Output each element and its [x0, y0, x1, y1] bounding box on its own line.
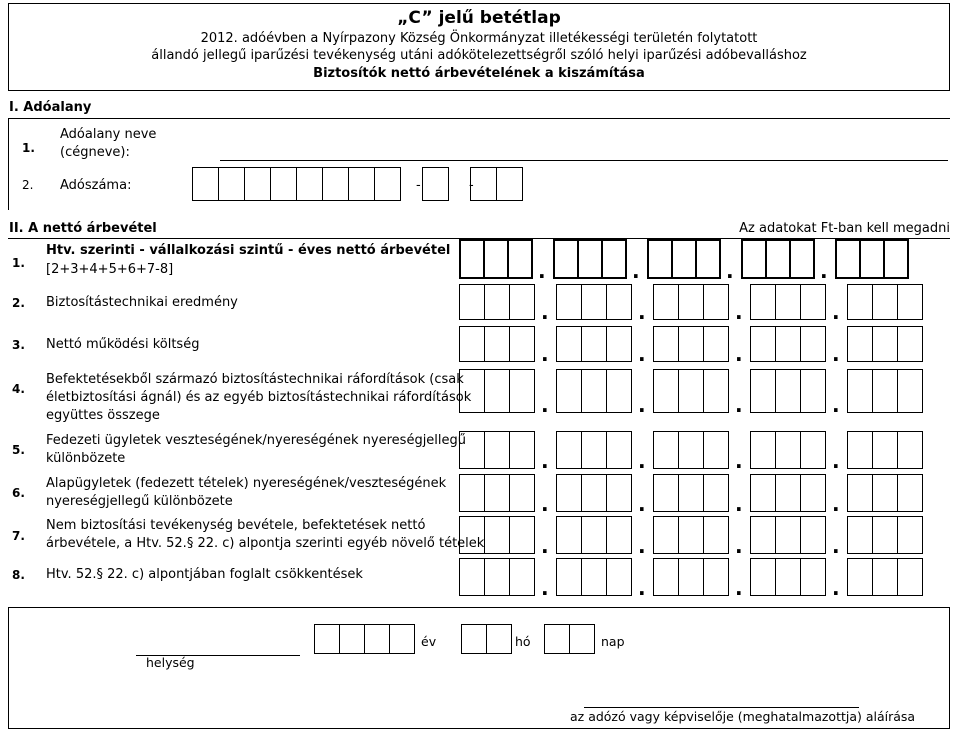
row-label: Alapügyletek (fedezett tételek) nyereségének/veszteségének nyereségjellegű különbözete	[46, 476, 447, 509]
digit-cell[interactable]	[872, 558, 898, 596]
digit-cell[interactable]	[750, 326, 776, 362]
thousand-separator-gap	[534, 326, 556, 366]
thousand-separator-dot: .	[541, 492, 549, 516]
digit-cell[interactable]	[897, 431, 923, 469]
digit-cell[interactable]	[509, 431, 535, 469]
digit-cell[interactable]	[775, 558, 801, 596]
digit-cell[interactable]	[606, 516, 632, 554]
thousand-separator-gap	[534, 284, 556, 324]
tax-number-label: Adószáma:	[60, 178, 132, 193]
net-revenue-label: Htv. szerinti - vállalkozási szintű - éves nettó árbevétel	[46, 243, 451, 258]
digit-cell[interactable]	[678, 369, 704, 413]
digit-cell[interactable]	[577, 239, 603, 279]
digit-cell[interactable]	[897, 516, 923, 554]
digit-cell[interactable]	[581, 369, 607, 413]
thousand-separator-dot: .	[832, 534, 840, 558]
digit-cell[interactable]	[653, 326, 679, 362]
thousand-separator-dot: .	[541, 342, 549, 366]
digit-cell[interactable]	[509, 369, 535, 413]
thousand-separator-gap	[534, 558, 556, 600]
thousand-separator-gap	[531, 239, 553, 283]
digit-cell[interactable]	[556, 516, 582, 554]
digit-cell[interactable]	[847, 558, 873, 596]
digit-cell[interactable]	[647, 239, 673, 279]
section-1-title: I. Adóalany	[9, 100, 92, 115]
digit-cell[interactable]	[653, 431, 679, 469]
thousand-separator-dot: .	[538, 259, 546, 283]
digit-cell[interactable]	[847, 369, 873, 413]
digit-cell[interactable]	[847, 474, 873, 512]
digit-cell[interactable]	[374, 167, 401, 201]
digit-cell[interactable]	[461, 624, 487, 654]
header-line-1: 2012. adóévben a Nyírpazony Község Önkormányzat illetékességi területén folytatott	[200, 31, 758, 46]
thousand-separator-dot: .	[820, 259, 828, 283]
thousand-separator-dot: .	[541, 393, 549, 417]
digit-cell[interactable]	[581, 558, 607, 596]
digit-cell[interactable]	[606, 369, 632, 413]
thousand-separator-dot: .	[541, 534, 549, 558]
header-box	[8, 3, 950, 91]
digit-cell[interactable]	[897, 284, 923, 320]
digit-cell[interactable]	[653, 369, 679, 413]
digit-cell[interactable]	[897, 558, 923, 596]
thousand-separator-gap	[825, 431, 847, 473]
digit-cell[interactable]	[671, 239, 697, 279]
digit-cell[interactable]	[872, 369, 898, 413]
digit-cell[interactable]	[703, 369, 729, 413]
digit-cell[interactable]	[800, 431, 826, 469]
digit-cell[interactable]	[606, 558, 632, 596]
digit-cell[interactable]	[872, 474, 898, 512]
digit-cell[interactable]	[507, 239, 533, 279]
thousand-separator-dot: .	[541, 300, 549, 324]
digit-cell[interactable]	[750, 431, 776, 469]
digit-cell[interactable]	[678, 474, 704, 512]
row-number: 2.	[22, 178, 34, 192]
digit-cell[interactable]	[897, 326, 923, 362]
thousand-separator-gap	[825, 474, 847, 516]
thousand-separator-dot: .	[638, 492, 646, 516]
thousand-separator-dot: .	[735, 300, 743, 324]
digit-cell[interactable]	[703, 284, 729, 320]
digit-cell[interactable]	[775, 369, 801, 413]
section-2-title: II. A nettó árbevétel	[9, 221, 157, 236]
digit-cell[interactable]	[847, 284, 873, 320]
digit-cell[interactable]	[883, 239, 909, 279]
year-label: év	[421, 634, 437, 649]
digit-cell[interactable]	[509, 284, 535, 320]
digit-cell[interactable]	[296, 167, 323, 201]
digit-cell[interactable]	[322, 167, 349, 201]
row-number: 1.	[12, 256, 25, 270]
digit-cell[interactable]	[653, 558, 679, 596]
thousand-separator-gap	[825, 284, 847, 324]
thousand-separator-gap	[631, 431, 653, 473]
amount-field[interactable]	[459, 326, 922, 366]
signature-label: az adózó vagy képviselője (meghatalmazottja) aláírása	[570, 709, 916, 724]
thousand-separator-dot: .	[735, 342, 743, 366]
thousand-separator-gap	[825, 326, 847, 366]
row-label: Befektetésekből származó biztosítástechnikai ráfordítások (csak életbiztosítási ágnál) és az egyéb biztosítástechnikai ráfordítások együttes összege	[46, 372, 472, 423]
digit-cell[interactable]	[741, 239, 767, 279]
thousand-separator-gap	[631, 474, 653, 516]
row-label: Htv. 52.§ 22. c) alpontjában foglalt csökkentések	[46, 567, 363, 582]
thousand-separator-gap	[825, 516, 847, 558]
digit-cell[interactable]	[270, 167, 297, 201]
thousand-separator-gap	[728, 474, 750, 516]
row-number: 8.	[12, 568, 25, 582]
thousand-separator-dot: .	[638, 534, 646, 558]
digit-cell[interactable]	[847, 326, 873, 362]
thousand-separator-dot: .	[832, 393, 840, 417]
digit-cell[interactable]	[775, 284, 801, 320]
digit-cell[interactable]	[775, 326, 801, 362]
digit-cell[interactable]	[703, 558, 729, 596]
digit-cell[interactable]	[859, 239, 885, 279]
digit-cell[interactable]	[348, 167, 375, 201]
digit-cell[interactable]	[569, 624, 595, 654]
digit-cell[interactable]	[556, 284, 582, 320]
month-field[interactable]	[461, 624, 511, 654]
digit-cell[interactable]	[703, 431, 729, 469]
thousand-separator-dot: .	[638, 576, 646, 600]
digit-cell[interactable]	[678, 558, 704, 596]
digit-cell[interactable]	[800, 474, 826, 512]
thousand-separator-dot: .	[638, 300, 646, 324]
digit-cell[interactable]	[509, 516, 535, 554]
digit-cell[interactable]	[800, 326, 826, 362]
thousand-separator-gap	[719, 239, 741, 283]
digit-cell[interactable]	[775, 474, 801, 512]
thousand-separator-gap	[631, 558, 653, 600]
tax-number-separator: -	[469, 178, 474, 193]
thousand-separator-gap	[728, 284, 750, 324]
digit-cell[interactable]	[695, 239, 721, 279]
digit-cell[interactable]	[581, 516, 607, 554]
thousand-separator-gap	[825, 558, 847, 600]
digit-cell[interactable]	[389, 624, 415, 654]
digit-cell[interactable]	[459, 284, 485, 320]
row-number: 6.	[12, 486, 25, 500]
digit-cell[interactable]	[339, 624, 365, 654]
digit-cell[interactable]	[581, 326, 607, 362]
digit-cell[interactable]	[556, 558, 582, 596]
thousand-separator-gap	[813, 239, 835, 283]
digit-cell[interactable]	[606, 326, 632, 362]
row-label: Biztosítástechnikai eredmény	[46, 295, 238, 310]
thousand-separator-dot: .	[638, 449, 646, 473]
digit-cell[interactable]	[459, 558, 485, 596]
thousand-separator-dot: .	[832, 342, 840, 366]
thousand-separator-gap	[728, 369, 750, 417]
thousand-separator-gap	[534, 516, 556, 558]
thousand-separator-dot: .	[735, 393, 743, 417]
thousand-separator-dot: .	[832, 576, 840, 600]
digit-cell[interactable]	[750, 284, 776, 320]
digit-cell[interactable]	[486, 624, 512, 654]
digit-cell[interactable]	[496, 167, 523, 201]
form-title: „C” jelű betétlap	[397, 8, 561, 28]
amount-field[interactable]	[459, 558, 922, 600]
digit-cell[interactable]	[459, 239, 485, 279]
digit-cell[interactable]	[765, 239, 791, 279]
digit-cell[interactable]	[872, 516, 898, 554]
digit-cell[interactable]	[601, 239, 627, 279]
amount-field[interactable]	[459, 284, 922, 324]
digit-cell[interactable]	[606, 474, 632, 512]
digit-cell[interactable]	[459, 326, 485, 362]
digit-cell[interactable]	[835, 239, 861, 279]
row-number: 3.	[12, 338, 25, 352]
digit-cell[interactable]	[703, 474, 729, 512]
row-label: Fedezeti ügyletek veszteségének/nyereségének nyereségjellegű különbözete	[46, 433, 467, 466]
amount-field[interactable]	[459, 516, 922, 558]
digit-cell[interactable]	[459, 474, 485, 512]
digit-cell[interactable]	[244, 167, 271, 201]
digit-cell[interactable]	[847, 516, 873, 554]
header-line-3: Biztosítók nettó árbevételének a kiszámítása	[313, 66, 645, 81]
digit-cell[interactable]	[556, 369, 582, 413]
digit-cell[interactable]	[581, 284, 607, 320]
digit-cell[interactable]	[192, 167, 219, 201]
month-label: hó	[515, 634, 531, 649]
digit-cell[interactable]	[897, 474, 923, 512]
digit-cell[interactable]	[544, 624, 570, 654]
thousand-separator-gap	[534, 369, 556, 417]
amount-field[interactable]	[459, 474, 922, 516]
thousand-separator-dot: .	[726, 259, 734, 283]
net-revenue-formula: [2+3+4+5+6+7-8]	[46, 262, 174, 277]
digit-cell[interactable]	[314, 624, 340, 654]
signature-field[interactable]	[584, 707, 859, 708]
tax-number-separator: -	[416, 178, 421, 193]
digit-cell[interactable]	[750, 369, 776, 413]
digit-cell[interactable]	[484, 326, 510, 362]
thousand-separator-dot: .	[832, 492, 840, 516]
digit-cell[interactable]	[775, 431, 801, 469]
thousand-separator-dot: .	[832, 300, 840, 324]
amount-field[interactable]	[459, 431, 922, 473]
thousand-separator-gap	[625, 239, 647, 283]
digit-cell[interactable]	[470, 167, 497, 201]
row-number: 4.	[12, 382, 25, 396]
digit-cell[interactable]	[422, 167, 449, 201]
thousand-separator-gap	[631, 326, 653, 366]
digit-cell[interactable]	[484, 558, 510, 596]
taxpayer-name-field[interactable]	[220, 160, 948, 161]
thousand-separator-gap	[728, 558, 750, 600]
day-field[interactable]	[544, 624, 594, 654]
digit-cell[interactable]	[750, 558, 776, 596]
thousand-separator-gap	[534, 431, 556, 473]
thousand-separator-dot: .	[632, 259, 640, 283]
digit-cell[interactable]	[678, 516, 704, 554]
day-label: nap	[601, 634, 625, 649]
digit-cell[interactable]	[484, 516, 510, 554]
thousand-separator-dot: .	[735, 576, 743, 600]
thousand-separator-dot: .	[735, 534, 743, 558]
digit-cell[interactable]	[653, 474, 679, 512]
digit-cell[interactable]	[897, 369, 923, 413]
thousand-separator-dot: .	[638, 342, 646, 366]
thousand-separator-gap	[825, 369, 847, 417]
digit-cell[interactable]	[581, 474, 607, 512]
row-number: 5.	[12, 443, 25, 457]
thousand-separator-gap	[728, 516, 750, 558]
thousand-separator-gap	[728, 431, 750, 473]
digit-cell[interactable]	[484, 474, 510, 512]
digit-cell[interactable]	[556, 326, 582, 362]
digit-cell[interactable]	[800, 558, 826, 596]
header-line-2: állandó jellegű iparűzési tevékenység utáni adókötelezettségről szóló helyi iparűzési adóbevalláshoz	[151, 48, 807, 63]
digit-cell[interactable]	[218, 167, 245, 201]
digit-cell[interactable]	[800, 369, 826, 413]
thousand-separator-dot: .	[735, 492, 743, 516]
digit-cell[interactable]	[703, 326, 729, 362]
digit-cell[interactable]	[653, 516, 679, 554]
digit-cell[interactable]	[703, 516, 729, 554]
thousand-separator-dot: .	[832, 449, 840, 473]
thousand-separator-gap	[631, 369, 653, 417]
currency-note: Az adatokat Ft-ban kell megadni	[739, 221, 950, 236]
place-label: helység	[146, 655, 195, 670]
digit-cell[interactable]	[678, 284, 704, 320]
thousand-separator-dot: .	[638, 393, 646, 417]
digit-cell[interactable]	[364, 624, 390, 654]
digit-cell[interactable]	[750, 516, 776, 554]
digit-cell[interactable]	[872, 284, 898, 320]
digit-cell[interactable]	[556, 474, 582, 512]
digit-cell[interactable]	[750, 474, 776, 512]
row-label: Nem biztosítási tevékenység bevétele, befektetések nettó árbevétele, a Htv. 52.§ 22. c) alpontja szerinti egyéb növelő tételek	[46, 518, 485, 551]
digit-cell[interactable]	[553, 239, 579, 279]
year-field[interactable]	[314, 624, 414, 654]
row-number: 1.	[22, 141, 35, 155]
thousand-separator-gap	[534, 474, 556, 516]
taxpayer-name-label: Adóalany neve (cégneve):	[60, 127, 157, 160]
amount-field[interactable]	[459, 239, 907, 283]
digit-cell[interactable]	[775, 516, 801, 554]
thousand-separator-gap	[631, 516, 653, 558]
digit-cell[interactable]	[556, 431, 582, 469]
digit-cell[interactable]	[872, 326, 898, 362]
digit-cell[interactable]	[872, 431, 898, 469]
digit-cell[interactable]	[789, 239, 815, 279]
digit-cell[interactable]	[678, 326, 704, 362]
thousand-separator-gap	[631, 284, 653, 324]
thousand-separator-dot: .	[541, 576, 549, 600]
amount-field[interactable]	[459, 369, 922, 417]
digit-cell[interactable]	[509, 326, 535, 362]
row-number: 2.	[12, 296, 25, 310]
digit-cell[interactable]	[484, 369, 510, 413]
digit-cell[interactable]	[509, 558, 535, 596]
digit-cell[interactable]	[653, 284, 679, 320]
digit-cell[interactable]	[484, 284, 510, 320]
digit-cell[interactable]	[606, 431, 632, 469]
thousand-separator-gap	[728, 326, 750, 366]
digit-cell[interactable]	[483, 239, 509, 279]
thousand-separator-dot: .	[541, 449, 549, 473]
digit-cell[interactable]	[847, 431, 873, 469]
digit-cell[interactable]	[509, 474, 535, 512]
digit-cell[interactable]	[800, 516, 826, 554]
digit-cell[interactable]	[484, 431, 510, 469]
digit-cell[interactable]	[800, 284, 826, 320]
digit-cell[interactable]	[606, 284, 632, 320]
digit-cell[interactable]	[678, 431, 704, 469]
row-label: Nettó működési költség	[46, 337, 200, 352]
thousand-separator-dot: .	[735, 449, 743, 473]
row-number: 7.	[12, 529, 25, 543]
digit-cell[interactable]	[581, 431, 607, 469]
